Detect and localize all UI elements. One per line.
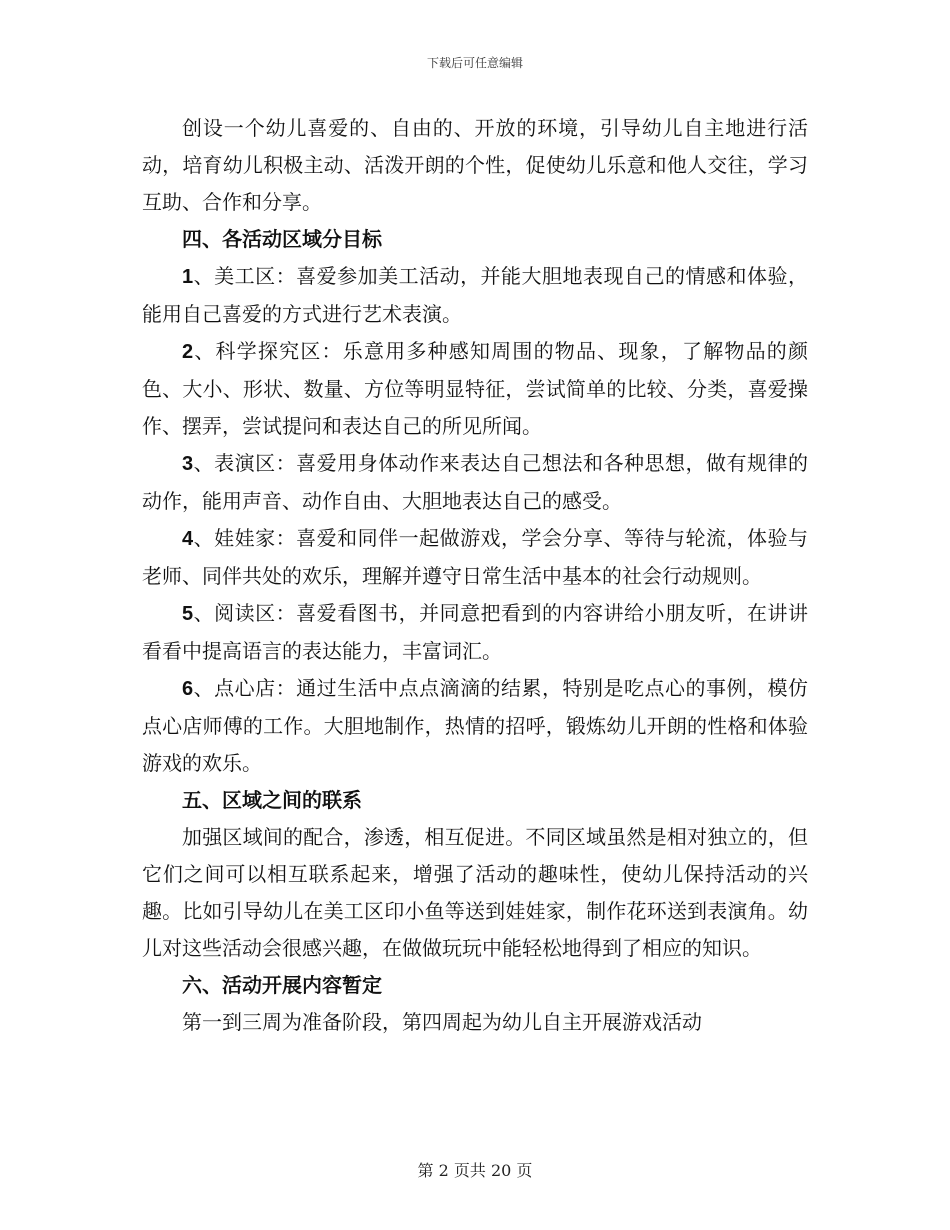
item-number: 4 (182, 528, 194, 550)
page-header: 下载后可任意编辑 (426, 56, 523, 70)
list-item-science-area (142, 333, 808, 445)
paragraph-schedule (142, 1004, 808, 1041)
page-number-footer: 第 2 页共 20 页 (417, 1161, 533, 1180)
item-number: 1 (182, 266, 194, 288)
list-item-snack-shop (142, 670, 808, 782)
item-number: 2 (182, 341, 194, 363)
item-text: 、阅读区：喜爱看图书，并同意把看到的内容讲给小朋友听，在讲讲看看中提高语言的表达能力，丰富词汇。 (142, 601, 808, 663)
list-item-performance-area (142, 445, 808, 520)
section-heading-6: 六、活动开展内容暂定 (182, 973, 382, 997)
section-heading-4: 四、各活动区域分目标 (182, 227, 382, 251)
item-number: 5 (182, 603, 194, 625)
item-text: 、表演区：喜爱用身体动作来表达自己想法和各种思想，做有规律的动作，能用声音、动作自由、大胆地表达自己的感受。 (142, 451, 808, 513)
section-heading-5: 五、区域之间的联系 (182, 788, 362, 812)
paragraph-intro (142, 110, 808, 221)
list-item-reading-area (142, 595, 808, 670)
list-item-art-area (142, 258, 808, 333)
item-number: 3 (182, 453, 194, 475)
item-text: 、娃娃家：喜爱和同伴一起做游戏，学会分享、等待与轮流，体验与老师、同伴共处的欢乐，理解并遵守日常生活中基本的社会行动规则。 (142, 526, 808, 588)
item-text: 、美工区：喜爱参加美工活动，并能大胆地表现自己的情感和体验，能用自己喜爱的方式进行艺术表演。 (142, 264, 808, 326)
item-number: 6 (182, 678, 194, 700)
paragraph-text: 第一到三周为准备阶段，第四周起为幼儿自主开展游戏活动 (182, 1010, 702, 1034)
list-item-doll-house (142, 520, 808, 595)
paragraph-text: 加强区域间的配合，渗透，相互促进。不同区域虽然是相对独立的，但它们之间可以相互联系起来，增强了活动的趣味性，使幼儿保持活动的兴趣。比如引导幼儿在美工区印小鱼等送到娃娃家，制作花环送到表演角。幼儿对这些活动会很感兴趣，在做做玩玩中能轻松地得到了相应的知识。 (142, 825, 808, 960)
paragraph-area-connections (142, 819, 808, 967)
paragraph-text: 创设一个幼儿喜爱的、自由的、开放的环境，引导幼儿自主地进行活动，培育幼儿积极主动、活泼开朗的个性，促使幼儿乐意和他人交往，学习互助、合作和分享。 (142, 116, 808, 214)
item-text: 、科学探究区：乐意用多种感知周围的物品、现象，了解物品的颜色、大小、形状、数量、方位等明显特征，尝试简单的比较、分类，喜爱操作、摆弄，尝试提问和表达自己的所见所闻。 (142, 339, 808, 438)
item-text: 、点心店：通过生活中点点滴滴的结累，特别是吃点心的事例，模仿点心店师傅的工作。大胆地制作，热情的招呼，锻炼幼儿开朗的性格和体验游戏的欢乐。 (142, 676, 808, 775)
document-body (142, 110, 808, 1041)
